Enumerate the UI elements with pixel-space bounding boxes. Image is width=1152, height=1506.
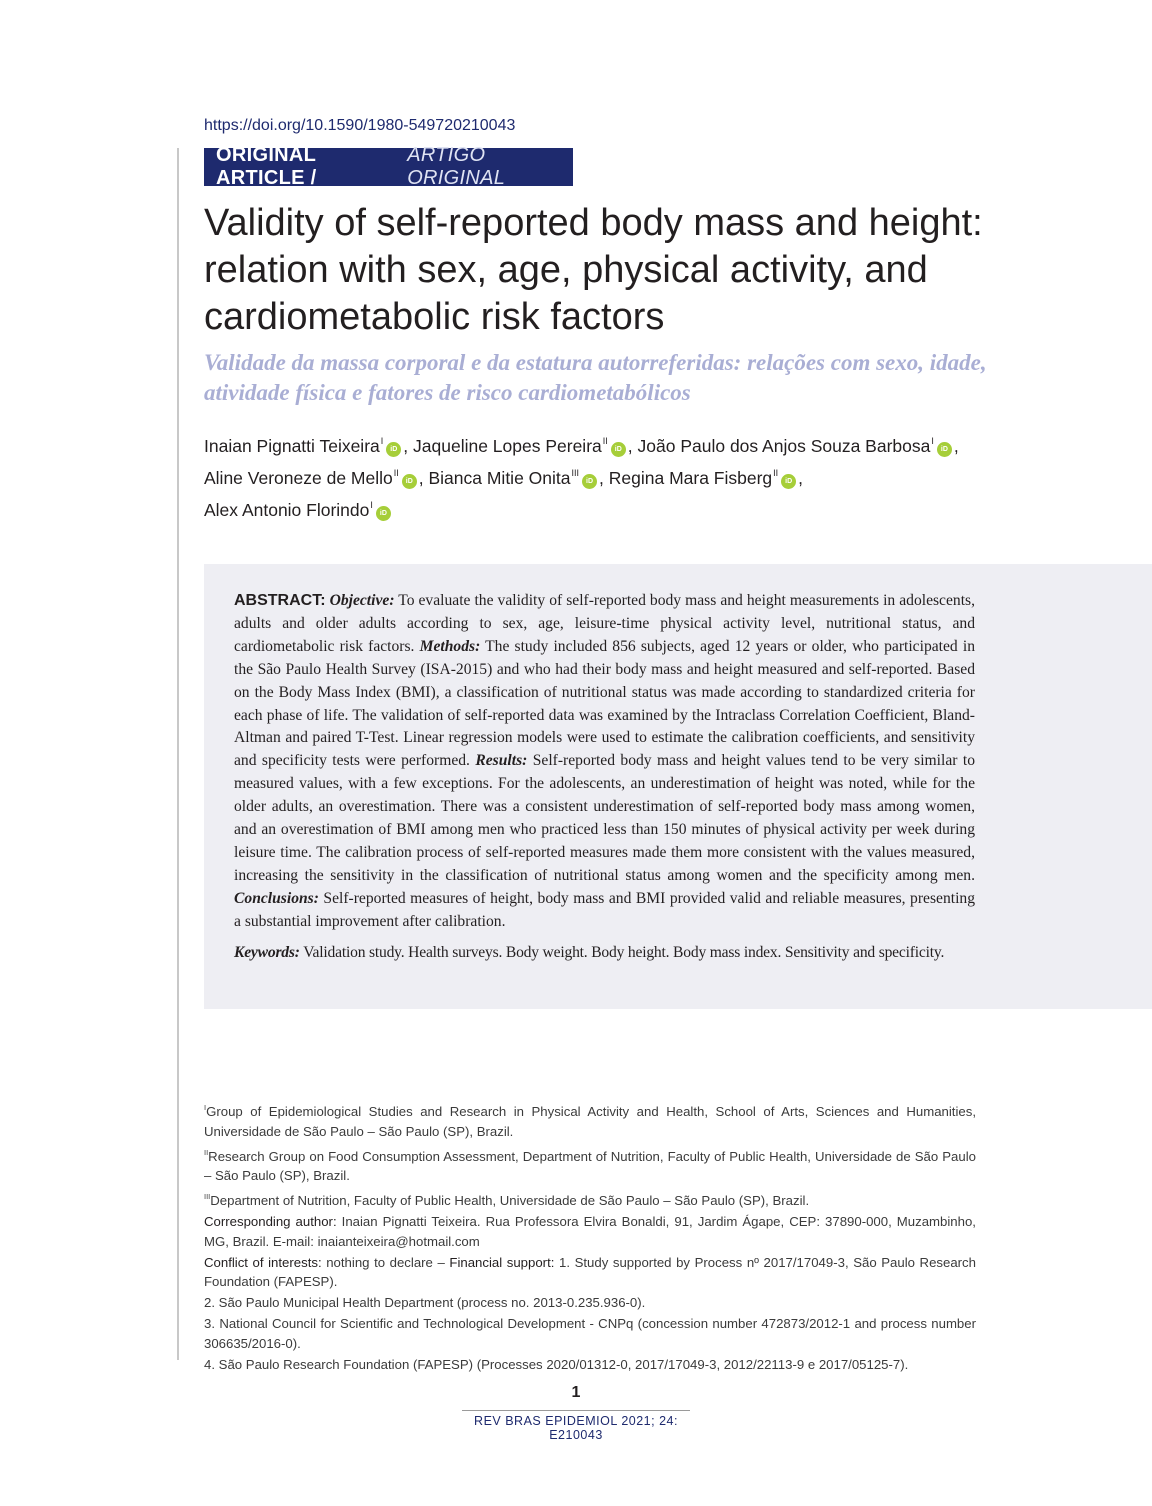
author-affiliation: I — [370, 500, 373, 510]
author — [204, 436, 413, 456]
margin-rule — [177, 148, 179, 1360]
orcid-icon[interactable]: iD — [402, 474, 417, 489]
author — [204, 468, 428, 488]
orcid-icon[interactable]: iD — [376, 506, 391, 521]
journal-reference: REV BRAS EPIDEMIOL 2021; 24: E210043 — [462, 1410, 690, 1442]
conflict-text: nothing to declare – — [321, 1254, 450, 1270]
orcid-icon[interactable]: iD — [582, 474, 597, 489]
author-separator: , — [599, 468, 609, 488]
methods-label: Methods: — [419, 637, 481, 655]
author-list — [204, 428, 994, 524]
author-separator: , — [418, 468, 429, 488]
abstract-box — [204, 564, 1152, 1009]
affiliation-text: Group of Epidemiological Studies and Research in Physical Activity and Health, School of Arts, Sciences and Humanities, Universidade de São Paulo – São Paulo (SP), Brazil. — [204, 1104, 976, 1139]
article-subtitle: Validade da massa corporal e da estatura autorreferidas: relações com sexo, idade, atividade física e fatores de risco cardiometabólicos — [204, 350, 987, 405]
author-name: Aline Veroneze de Mello — [204, 468, 393, 488]
author-affiliation: III — [571, 468, 580, 478]
objective-label: Objective: — [329, 592, 395, 609]
author-affiliation: II — [393, 468, 399, 478]
results-label: Results: — [475, 752, 528, 770]
article-type-banner — [204, 144, 573, 189]
funding-2: 2. São Paulo Municipal Health Department (process no. 2013-0.235.936-0). — [204, 1295, 646, 1310]
financial-label: Financial support: — [449, 1254, 555, 1270]
orcid-icon[interactable]: iD — [611, 442, 626, 457]
affiliation-2 — [204, 1143, 976, 1186]
author-name: Alex Antonio Florindo — [204, 500, 370, 520]
affiliation-3 — [204, 1187, 976, 1211]
author-name: João Paulo dos Anjos Souza Barbosa — [637, 436, 931, 456]
affiliation-1 — [204, 1098, 976, 1141]
abstract-heading: ABSTRACT: — [234, 592, 326, 609]
affiliation-text: Department of Nutrition, Faculty of Public Health, Universidade de São Paulo – São Paulo (SP), Brazil. — [210, 1193, 810, 1208]
conflict-and-funding — [204, 1253, 976, 1292]
author-separator: , — [798, 468, 804, 488]
financial-text: 1. Study supported by Process nº 2017/17049-3, São Paulo Research Foundation (FAPESP). — [204, 1254, 976, 1289]
keywords-text: Validation study. Health surveys. Body weight. Body height. Body mass index. Sensitivity and specificity. — [299, 943, 945, 961]
author-name: Jaqueline Lopes Pereira — [413, 436, 602, 456]
article-type-label: ORIGINAL ARTICLE / — [216, 144, 317, 189]
keywords — [234, 942, 975, 964]
author — [609, 468, 803, 488]
author-separator: , — [627, 436, 638, 456]
author-affiliation: II — [773, 468, 779, 478]
affiliation-mark: III — [204, 1192, 211, 1201]
keywords-label: Keywords: — [234, 943, 300, 961]
author-name: Inaian Pignatti Teixeira — [204, 436, 380, 456]
author-name: Bianca Mitie Onita — [428, 468, 571, 488]
abstract-text — [234, 590, 975, 934]
corresponding-label: Corresponding author: — [204, 1214, 337, 1229]
conclusions-text: Self-reported measures of height, body mass and BMI provided valid and reliable measures, presenting a substantial improvement after calibration. — [234, 889, 975, 930]
conclusions-label: Conclusions: — [234, 889, 319, 907]
page-number: 1 — [571, 1384, 581, 1401]
author-affiliation: II — [602, 436, 608, 446]
results-text: Self-reported body mass and height values tend to be very similar to measured values, with a few exceptions. For the adolescents, an underestimation of height was noted, while for the older adults, an overestimation. There was a consistent underestimation of self-reported body mass among women, and an overestimation of BMI among men who practiced less than 150 minutes of physical activity per week during leisure time. The calibration process of self-reported measures made them more consistent with the values measured, increasing the sensitivity in the classification of nutritional status among women and the specificity among men. — [234, 752, 975, 884]
conflict-label: Conflict of interests: — [204, 1254, 322, 1270]
methods-text: The study included 856 subjects, aged 12 years or older, who participated in the São Paulo Health Survey (ISA-2015) and who had their body mass and height measured and self-reported. Based on the Body Mass Index (BMI), a classification of nutritional status was made according to standardized criteria for each phase of life. The validation of self-reported data was examined by the Intraclass Correlation Coefficient, Bland-Altman and paired T-Test. Linear regression models were used to estimate the calibration coefficients, and sensitivity and specificity tests were performed. — [234, 637, 975, 770]
orcid-icon[interactable]: iD — [781, 474, 796, 489]
author-affiliation: I — [380, 436, 384, 446]
objective-text: To evaluate the validity of self-reported body mass and height measurements in adolescents, adults and older adults according to sex, age, leisure-time physical activity level, nutritional status, and cardiometabolic risk factors. — [234, 592, 975, 655]
affiliation-mark: II — [204, 1147, 209, 1157]
footnotes — [204, 1098, 976, 1376]
author-affiliation: I — [931, 436, 934, 446]
author-name: Regina Mara Fisberg — [608, 468, 773, 488]
orcid-icon[interactable]: iD — [937, 442, 952, 457]
corresponding-text: Inaian Pignatti Teixeira. Rua Professora Elvira Bonaldi, 91, Jardim Ágape, CEP: 37890-000, Muzambinho, MG, Brazil. E-mail: inaianteixeira@hotmail.com — [204, 1214, 976, 1249]
affiliation-text: Research Group on Food Consumption Assessment, Department of Nutrition, Faculty of Public Health, Universidade de São Paulo – São Paulo (SP), Brazil. — [204, 1148, 976, 1183]
affiliation-mark: I — [204, 1103, 207, 1112]
article-type-alt-label: ARTIGO ORIGINAL — [407, 144, 506, 189]
author — [413, 436, 638, 456]
corresponding-author — [204, 1212, 976, 1251]
author-separator: , — [403, 436, 414, 456]
funding-3: 3. National Council for Scientific and Technological Development - CNPq (concession number 472873/2012-1 and process number 306635/2016-0). — [204, 1316, 976, 1351]
author — [204, 500, 393, 520]
author-separator: , — [953, 436, 959, 456]
doi-link[interactable]: https://doi.org/10.1590/1980-549720210043 — [204, 117, 516, 134]
article-title: Validity of self-reported body mass and height: relation with sex, age, physical activity, and cardiometabolic risk factors — [204, 202, 983, 338]
orcid-icon[interactable]: iD — [386, 442, 401, 457]
author — [428, 468, 608, 488]
author — [638, 436, 959, 456]
funding-4: 4. São Paulo Research Foundation (FAPESP) (Processes 2020/01312-0, 2017/17049-3, 2012/22113-9 e 2017/05125-7). — [204, 1356, 909, 1372]
